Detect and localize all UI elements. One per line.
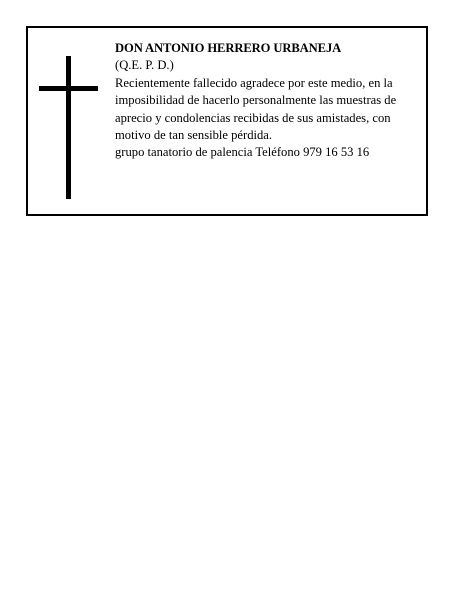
obituary-notice: [26, 26, 428, 216]
cross-vertical-bar: [66, 56, 71, 199]
deceased-name: DON ANTONIO HERRERO URBANEJA: [115, 41, 342, 55]
gratitude-message: Recientemente fallecido agradece por este medio, en la imposibilidad de hacerlo personalmente las muestras de aprecio y condolencias recibidas de sus amistades, con motivo de tan sensible pérdida.: [115, 75, 397, 143]
rip-abbreviation: (Q.E. P. D.): [115, 58, 174, 73]
notice-text: [115, 40, 421, 162]
cross-horizontal-bar: [39, 86, 98, 91]
funeral-home-contact: grupo tanatorio de palencia Teléfono 979 16 53 16: [115, 145, 370, 160]
